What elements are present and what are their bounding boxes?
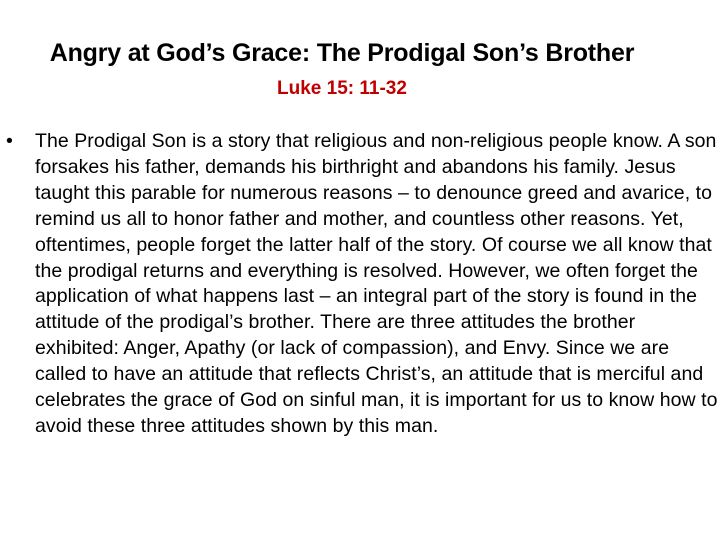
bullet-marker: • [6,130,13,152]
bullet-text: The Prodigal Son is a story that religious and non-religious people know. A son forsakes his father, demands his birthright and abandons his family. Jesus taught this parable for numerous reasons – to denounce greed and avarice, to remind us all to honor father and mother, and countless other reasons. Yet, oftentimes, people forget the latter half of the story. Of course we all know that the prodigal returns and everything is resolved. However, we often forget the application of what happens last – an integral part of the story is found in the attitude of the prodigal’s brother. There are three attitudes the brother exhibited: Anger, Apathy (or lack of compassion), and Envy. Since we are called to have an attitude that reflects Christ’s, an attitude that is merciful and celebrates the grace of God on sinful man, it is important for us to know how to avoid these three attitudes shown by this man. [35,130,718,437]
scripture-reference: Luke 15: 11-32 [277,78,407,99]
slide-title: Angry at God’s Grace: The Prodigal Son’s Brother [49,39,635,67]
